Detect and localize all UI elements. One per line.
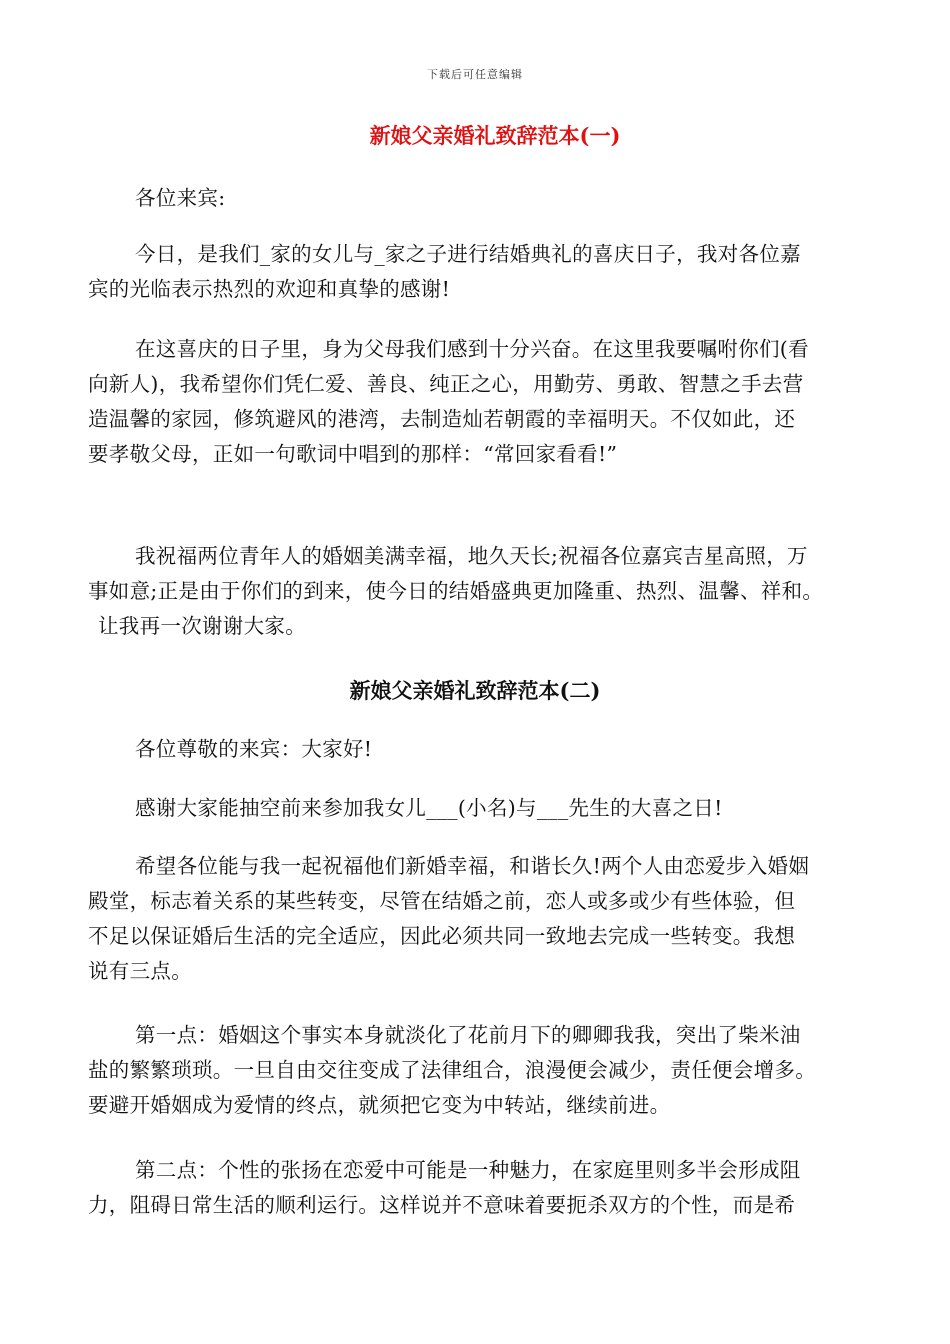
section2-paragraph-3 <box>88 1018 876 1123</box>
paragraph-line: 事如意;正是由于你们的到来，使今日的结婚盛典更加隆重、热烈、温馨、祥和。 <box>88 579 824 603</box>
section2-greeting: 各位尊敬的来宾：大家好! <box>135 737 373 761</box>
paragraph-line: 说有三点。 <box>88 959 192 983</box>
section1-greeting: 各位来宾: <box>135 186 226 210</box>
section2-paragraph-2 <box>88 849 876 989</box>
paragraph-line: 力，阻碍日常生活的顺利运行。这样说并不意味着要扼杀双方的个性，而是希 <box>88 1193 796 1217</box>
paragraph-line: 不足以保证婚后生活的完全适应，因此必须共同一致地去完成一些转变。我想 <box>88 924 796 948</box>
section2-title: 新娘父亲婚礼致辞范本(二) <box>349 678 601 703</box>
paragraph-line: 第一点：婚姻这个事实本身就淡化了花前月下的卿卿我我，突出了柴米油 <box>135 1023 801 1047</box>
paragraph-line: 我祝福两位青年人的婚姻美满幸福，地久天长;祝福各位嘉宾吉星高照，万 <box>135 544 808 568</box>
paragraph-line: 造温馨的家园，修筑避风的港湾，去制造灿若朝霞的幸福明天。不仅如此，还 <box>88 407 796 431</box>
paragraph-line: 要避开婚姻成为爱情的终点，就须把它变为中转站，继续前进。 <box>88 1093 671 1117</box>
section1-paragraph-3 <box>88 539 876 644</box>
paragraph-line: 在这喜庆的日子里，身为父母我们感到十分兴奋。在这里我要嘱咐你们(看 <box>135 337 809 361</box>
paragraph-line: 让我再一次谢谢大家。 <box>98 614 306 638</box>
section2-paragraph-4 <box>88 1153 876 1223</box>
section1-paragraph-2 <box>88 332 876 472</box>
paragraph-line: 今日，是我们_家的女儿与_家之子进行结婚典礼的喜庆日子，我对各位嘉 <box>135 242 801 266</box>
paragraph-line: 向新人)，我希望你们凭仁爱、善良、纯正之心，用勤劳、勇敢、智慧之手去营 <box>88 372 804 396</box>
header-note: 下载后可任意编辑 <box>427 68 523 81</box>
paragraph-line: 要孝敬父母，正如一句歌词中唱到的那样：“常回家看看!” <box>88 442 618 466</box>
paragraph-line: 殿堂，标志着关系的某些转变，尽管在结婚之前，恋人或多或少有些体验，但 <box>88 889 796 913</box>
paragraph-line: 第二点：个性的张扬在恋爱中可能是一种魅力，在家庭里则多半会形成阻 <box>135 1158 801 1182</box>
section2-paragraph-1: 感谢大家能抽空前来参加我女儿___(小名)与___先生的大喜之日! <box>135 796 723 820</box>
paragraph-line: 盐的繁繁琐琐。一旦自由交往变成了法律组合，浪漫便会减少，责任便会增多。 <box>88 1058 816 1082</box>
paragraph-line: 希望各位能与我一起祝福他们新婚幸福，和谐长久!两个人由恋爱步入婚姻 <box>135 854 810 878</box>
paragraph-line: 宾的光临表示热烈的欢迎和真挚的感谢! <box>88 277 451 301</box>
section1-title: 新娘父亲婚礼致辞范本(一) <box>369 123 621 148</box>
section1-paragraph-1 <box>88 237 876 307</box>
